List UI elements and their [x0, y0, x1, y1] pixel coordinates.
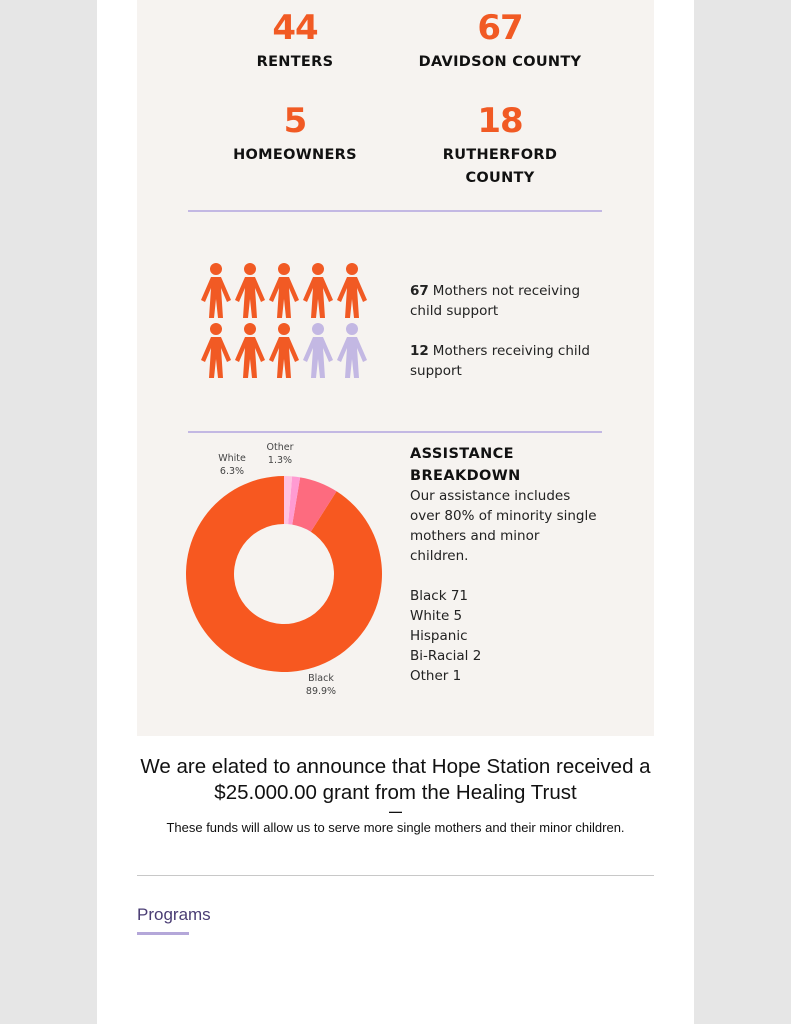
programs-heading[interactable]: Programs	[137, 905, 211, 924]
slice-percent-label: 89.9%	[305, 686, 337, 697]
breakdown-item: Other 1	[410, 668, 462, 684]
person-icon	[201, 323, 231, 378]
renters-stat	[225, 8, 365, 74]
person-icon	[269, 263, 299, 318]
slice-name-label: Black	[308, 673, 334, 684]
person-icon	[337, 263, 367, 318]
person-icon	[235, 323, 265, 378]
person-icon	[303, 323, 333, 378]
divider-line	[188, 210, 602, 212]
headline-dash: —	[389, 804, 402, 819]
breakdown-item: Bi-Racial 2	[410, 648, 482, 664]
homeowners-count: 5	[283, 101, 307, 141]
homeowners-stat	[225, 101, 365, 167]
section-separator	[137, 875, 654, 876]
rutherford-county-stat	[427, 101, 573, 190]
person-icon	[201, 263, 231, 318]
homeowners-label: HOMEOWNERS	[233, 147, 357, 163]
slice-percent-label: 1.3%	[267, 455, 293, 466]
person-icon	[269, 323, 299, 378]
grant-subtext: These funds will allow us to serve more single mothers and their minor children.	[166, 820, 625, 835]
person-icon	[303, 263, 333, 318]
assistance-description: Our assistance includes over 80% of minority single mothers and minor children.	[410, 488, 597, 564]
not-receiving-label: Mothers not receiving child support	[410, 283, 581, 319]
breakdown-item: Hispanic	[410, 628, 468, 644]
person-icon	[337, 323, 367, 378]
slice-name-label: Other	[266, 442, 294, 453]
grant-headline: We are elated to announce that Hope Station received a $25.000.00 grant from the Healing Trust	[140, 755, 651, 804]
receiving-support-text	[410, 341, 600, 381]
renters-label: RENTERS	[256, 54, 334, 70]
breakdown-item: White 5	[410, 608, 463, 624]
receiving-label: Mothers receiving child support	[410, 343, 590, 379]
assistance-donut-chart	[185, 436, 395, 706]
rutherford-county-count: 18	[477, 101, 523, 141]
assistance-title: ASSISTANCE BREAKDOWN	[410, 446, 521, 484]
rutherford-county-label: RUTHERFORD COUNTY	[442, 147, 558, 186]
davidson-county-stat	[405, 8, 595, 74]
infographic-panel	[137, 0, 654, 736]
davidson-county-count: 67	[477, 8, 523, 48]
assistance-breakdown-list	[410, 586, 481, 686]
not-receiving-count: 67	[410, 283, 429, 299]
breakdown-item: Black 71	[410, 588, 468, 604]
slice-percent-label: 6.3%	[219, 466, 245, 477]
person-icon	[235, 263, 265, 318]
receiving-count: 12	[410, 343, 429, 359]
davidson-county-label: DAVIDSON COUNTY	[418, 54, 582, 70]
mothers-pictogram	[199, 262, 375, 384]
email-body	[97, 0, 694, 1024]
renters-count: 44	[272, 8, 318, 48]
programs-underline	[137, 932, 189, 935]
not-receiving-support-text	[410, 281, 600, 321]
slice-name-label: White	[218, 453, 246, 464]
divider-line	[188, 431, 602, 433]
